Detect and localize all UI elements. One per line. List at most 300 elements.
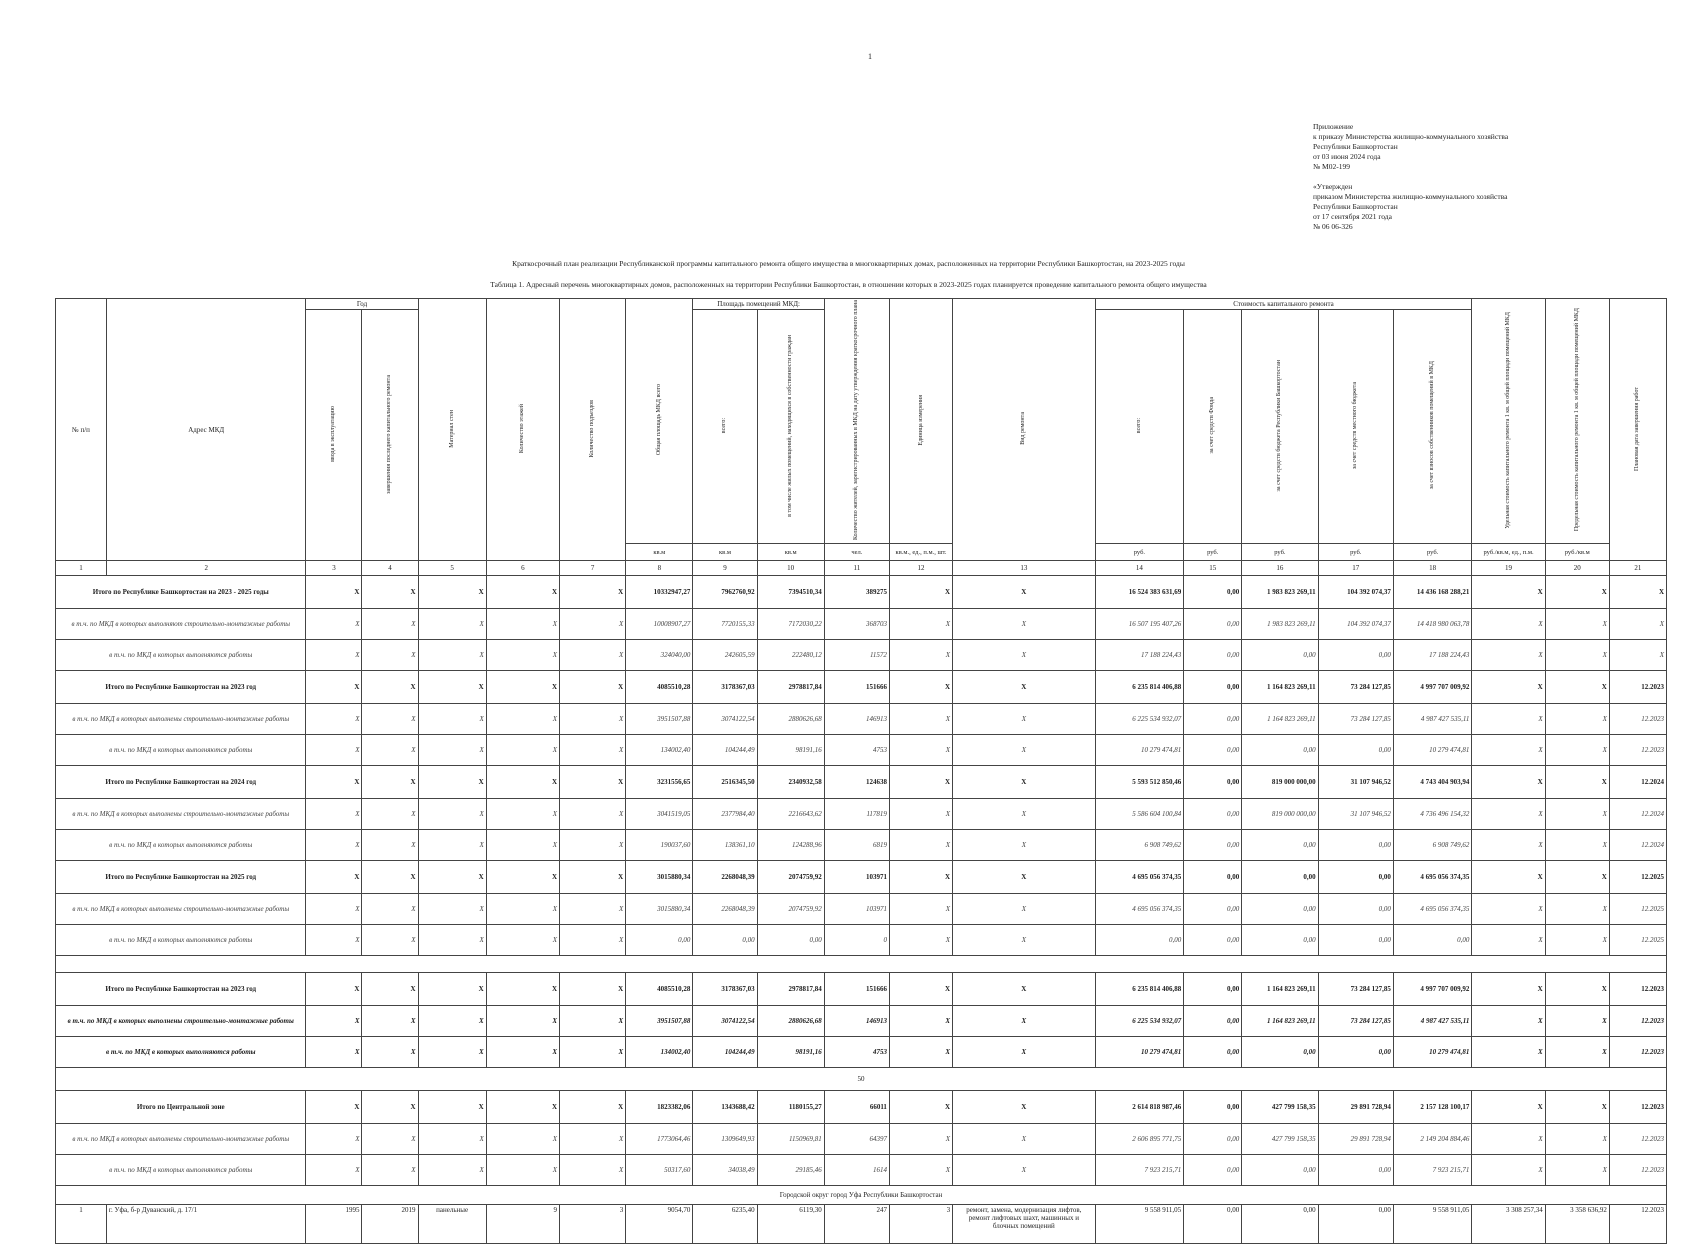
table-cell: 0,00 <box>1184 1091 1242 1124</box>
table-cell: X <box>362 1006 418 1037</box>
table-cell: 2377984,40 <box>693 799 757 830</box>
table-cell: X <box>306 861 362 894</box>
table-cell: X <box>1472 1155 1545 1186</box>
table-cell: 12.2023 <box>1609 1155 1666 1186</box>
table-cell: 104244,49 <box>693 1037 757 1068</box>
table-cell: 10 279 474,81 <box>1393 1037 1471 1068</box>
table-cell: X <box>418 704 486 735</box>
table-cell: 3951507,88 <box>626 1006 693 1037</box>
table-cell: X <box>889 925 952 956</box>
table-cell: в т.ч. по МКД в которых выполнены строительно-монтажные работы <box>56 704 306 735</box>
table-cell: X <box>486 1037 559 1068</box>
table-cell: X <box>889 1091 952 1124</box>
table-cell: X <box>306 640 362 671</box>
table-cell: X <box>560 576 626 609</box>
table-cell: X <box>418 640 486 671</box>
table-cell: 12.2025 <box>1609 861 1666 894</box>
table-cell: X <box>1472 973 1545 1006</box>
column-number: 21 <box>1609 561 1666 576</box>
table-cell: Итого по Республике Башкортостан на 2024 год <box>56 766 306 799</box>
table-cell: 6 225 534 932,07 <box>1095 704 1184 735</box>
table-cell: 247 <box>824 1205 889 1244</box>
column-number: 20 <box>1545 561 1609 576</box>
table-cell: 2340932,58 <box>757 766 824 799</box>
table-cell: 4 695 056 374,35 <box>1393 894 1471 925</box>
appendix-line: от 17 сентября 2021 года <box>1313 212 1392 221</box>
table-cell: 3041519,05 <box>626 799 693 830</box>
unit-cell: руб. <box>1393 544 1471 561</box>
unit-cell: кв.м., ед., п.м., шт. <box>889 544 952 561</box>
table-cell: Итого по Республике Башкортостан на 2023 год <box>56 671 306 704</box>
table-cell: X <box>560 799 626 830</box>
table-cell: Итого по Республике Башкортостан на 2023 - 2025 годы <box>56 576 306 609</box>
table-cell: X <box>1472 799 1545 830</box>
table-cell: в т.ч. по МКД в которых выполняют строительно-монтажные работы <box>56 609 306 640</box>
table-cell: 34038,49 <box>693 1155 757 1186</box>
table-cell: X <box>1545 609 1609 640</box>
column-number: 17 <box>1318 561 1393 576</box>
table-cell: 17 188 224,43 <box>1095 640 1184 671</box>
table-cell: X <box>1472 1124 1545 1155</box>
table-cell: X <box>418 1091 486 1124</box>
summary-row <box>56 1124 1667 1155</box>
table-cell: 4753 <box>824 735 889 766</box>
table-cell: 12.2023 <box>1609 1205 1666 1244</box>
table-cell: 0,00 <box>1318 925 1393 956</box>
table-cell: 50317,60 <box>626 1155 693 1186</box>
table-cell: 0,00 <box>1242 1155 1318 1186</box>
table-cell: 190037,60 <box>626 830 693 861</box>
table-title: Таблица 1. Адресный перечень многоквартирных домов, расположенных на территории Республики Башкортостан, в отношении которых в 2023-2025 годах планируется проведение капитального ремонта общего имущества <box>490 280 1207 289</box>
table-cell: 0,00 <box>757 925 824 956</box>
table-cell: 0,00 <box>1318 1155 1393 1186</box>
table-cell: X <box>889 894 952 925</box>
table-cell: 0,00 <box>1184 1124 1242 1155</box>
table-cell: 3178367,03 <box>693 671 757 704</box>
table-cell: X <box>889 640 952 671</box>
table-cell: в т.ч. по МКД в которых выполнены строительно-монтажные работы <box>56 799 306 830</box>
table-cell: 0,00 <box>1184 861 1242 894</box>
table-cell: X <box>953 894 1096 925</box>
table-cell: X <box>953 925 1096 956</box>
table-cell: 31 107 946,52 <box>1318 799 1393 830</box>
column-number: 2 <box>106 561 306 576</box>
table-cell: X <box>362 973 418 1006</box>
table-cell: в т.ч. по МКД в которых выполняются работы <box>56 830 306 861</box>
table-cell: 146913 <box>824 704 889 735</box>
table-cell: 1614 <box>824 1155 889 1186</box>
table-cell: 6 908 749,62 <box>1393 830 1471 861</box>
table-cell: X <box>306 766 362 799</box>
table-cell: X <box>1545 704 1609 735</box>
summary-row <box>56 576 1667 609</box>
header-cost-owners: за счет взносов собственников помещений в МКД <box>1393 310 1471 544</box>
table-cell: X <box>362 830 418 861</box>
table-cell: X <box>418 1006 486 1037</box>
table-cell: 0,00 <box>1184 1205 1242 1244</box>
table-cell: X <box>418 830 486 861</box>
table-cell: 0,00 <box>1184 735 1242 766</box>
header-max-cost: Предельная стоимость капитального ремонта 1 кв. м общей площади помещений МКД <box>1545 299 1609 544</box>
header-year-commission: ввода в эксплуатацию <box>306 310 362 561</box>
table-cell: 12.2023 <box>1609 1006 1666 1037</box>
unit-cell: руб. <box>1184 544 1242 561</box>
table-cell: 0,00 <box>1318 894 1393 925</box>
header-unit-measure: Единица измерения <box>889 299 952 544</box>
table-cell: X <box>1472 576 1545 609</box>
table-cell: в т.ч. по МКД в которых выполняются работы <box>56 1155 306 1186</box>
table-cell: X <box>953 830 1096 861</box>
table-cell: X <box>1545 1155 1609 1186</box>
table-cell: X <box>889 1124 952 1155</box>
summary-row <box>56 671 1667 704</box>
summary-row <box>56 894 1667 925</box>
summary-row <box>56 1155 1667 1186</box>
table-cell: X <box>1472 830 1545 861</box>
table-cell: X <box>418 609 486 640</box>
column-number: 5 <box>418 561 486 576</box>
table-cell: 0,00 <box>1184 766 1242 799</box>
table-cell: 3 <box>889 1205 952 1244</box>
table-cell: X <box>306 925 362 956</box>
table-cell: 7962760,92 <box>693 576 757 609</box>
unit-cell: руб./кв.м, ед., п.м. <box>1472 544 1545 561</box>
table-cell: ремонт, замена, модернизация лифтов, ремонт лифтовых шахт, машинных и блочных помещений <box>953 1205 1096 1244</box>
column-number: 15 <box>1184 561 1242 576</box>
table-cell: 3015880,34 <box>626 861 693 894</box>
table-cell: X <box>306 830 362 861</box>
header-repair-type: Вид ремонта <box>953 299 1096 561</box>
table-cell: 66011 <box>824 1091 889 1124</box>
table-cell: 0,00 <box>1184 830 1242 861</box>
table-cell: X <box>1472 894 1545 925</box>
table-cell: 12.2024 <box>1609 766 1666 799</box>
table-cell: X <box>889 609 952 640</box>
table-cell: 0,00 <box>693 925 757 956</box>
table-cell: X <box>889 671 952 704</box>
table-cell: X <box>486 735 559 766</box>
table-cell: X <box>1472 735 1545 766</box>
table-cell: X <box>953 1006 1096 1037</box>
summary-row <box>56 766 1667 799</box>
table-cell: X <box>1545 766 1609 799</box>
table-cell: X <box>362 576 418 609</box>
table-cell: X <box>560 1037 626 1068</box>
table-cell: 6235,40 <box>693 1205 757 1244</box>
unit-cell: кв.м <box>693 544 757 561</box>
table-cell: X <box>418 973 486 1006</box>
table-cell: 73 284 127,85 <box>1318 1006 1393 1037</box>
table-cell: X <box>889 735 952 766</box>
column-number: 8 <box>626 561 693 576</box>
table-cell: 3 358 636,92 <box>1545 1205 1609 1244</box>
table-cell: X <box>362 1124 418 1155</box>
table-cell: 6 225 534 932,07 <box>1095 1006 1184 1037</box>
table-cell: X <box>953 1091 1096 1124</box>
table-cell: X <box>486 861 559 894</box>
table-cell: 10 279 474,81 <box>1095 1037 1184 1068</box>
table-cell: 3178367,03 <box>693 973 757 1006</box>
table-cell: 0,00 <box>1184 799 1242 830</box>
column-number: 1 <box>56 561 107 576</box>
column-number: 4 <box>362 561 418 576</box>
page-number: 1 <box>868 52 872 61</box>
header-planned-date: Плановая дата завершения работ <box>1609 299 1666 561</box>
table-cell: 0,00 <box>1242 925 1318 956</box>
table-cell: X <box>418 1124 486 1155</box>
table-cell: X <box>1472 861 1545 894</box>
table-cell: X <box>1545 671 1609 704</box>
table-cell: 0,00 <box>1184 576 1242 609</box>
table-cell: 134002,40 <box>626 1037 693 1068</box>
table-cell: 0,00 <box>1393 925 1471 956</box>
table-cell: 0,00 <box>1184 640 1242 671</box>
unit-cell: кв.м <box>626 544 693 561</box>
header-total-area: Общая площадь МКД всего <box>626 299 693 544</box>
table-cell: в т.ч. по МКД в которых выполняются работы <box>56 1037 306 1068</box>
table-cell: X <box>1545 830 1609 861</box>
table-cell: 50 <box>56 1068 1667 1091</box>
table-cell: 2074759,92 <box>757 861 824 894</box>
table-cell: 10332947,27 <box>626 576 693 609</box>
table-cell: X <box>306 973 362 1006</box>
table-cell: в т.ч. по МКД в которых выполняются работы <box>56 735 306 766</box>
summary-row <box>56 861 1667 894</box>
column-number: 11 <box>824 561 889 576</box>
table-cell: 3015880,34 <box>626 894 693 925</box>
column-number: 12 <box>889 561 952 576</box>
summary-row <box>56 925 1667 956</box>
header-cost-group: Стоимость капитального ремонта <box>1095 299 1472 310</box>
table-cell: 12.2023 <box>1609 1091 1666 1124</box>
header-cost-budget-rb: за счет средств бюджета Республики Башкортостан <box>1242 310 1318 544</box>
table-cell: X <box>418 671 486 704</box>
unit-cell: кв.м <box>757 544 824 561</box>
table-cell: X <box>953 766 1096 799</box>
table-cell: 1 983 823 269,11 <box>1242 609 1318 640</box>
appendix-line: приказом Министерства жилищно-коммунального хозяйства <box>1313 192 1508 201</box>
table-cell: X <box>560 704 626 735</box>
table-cell: X <box>560 1091 626 1124</box>
unit-cell: руб./кв.м <box>1545 544 1609 561</box>
table-cell: 7394510,34 <box>757 576 824 609</box>
table-cell: панельные <box>418 1205 486 1244</box>
table-cell: 4 997 707 009,92 <box>1393 671 1471 704</box>
table-cell: в т.ч. по МКД в которых выполнены строительно-монтажные работы <box>56 894 306 925</box>
table-cell: 6 908 749,62 <box>1095 830 1184 861</box>
table-cell: X <box>306 1091 362 1124</box>
table-cell: 0,00 <box>1242 735 1318 766</box>
table-cell: в т.ч. по МКД в которых выполняются работы <box>56 925 306 956</box>
table-cell: 368703 <box>824 609 889 640</box>
table-cell: X <box>306 671 362 704</box>
table-cell: 427 799 158,35 <box>1242 1124 1318 1155</box>
column-number: 18 <box>1393 561 1471 576</box>
table-cell: 2 149 204 884,46 <box>1393 1124 1471 1155</box>
table-cell: X <box>306 609 362 640</box>
table-cell: X <box>418 735 486 766</box>
table-cell: 3 308 257,34 <box>1472 1205 1545 1244</box>
table-cell: 2880626,68 <box>757 1006 824 1037</box>
table-cell: 12.2023 <box>1609 671 1666 704</box>
table-cell: 2019 <box>362 1205 418 1244</box>
unit-cell: руб. <box>1318 544 1393 561</box>
table-cell: X <box>1472 640 1545 671</box>
table-cell: X <box>953 1037 1096 1068</box>
table-cell: 7 923 215,71 <box>1393 1155 1471 1186</box>
district-header-row <box>56 1186 1667 1205</box>
table-cell: в т.ч. по МКД в которых выполнены строительно-монтажные работы <box>56 1006 306 1037</box>
address-list-table <box>55 298 1667 1244</box>
table-cell: 0,00 <box>1318 735 1393 766</box>
table-cell: 124288,96 <box>757 830 824 861</box>
table-cell: X <box>560 830 626 861</box>
table-cell: 4085510,28 <box>626 973 693 1006</box>
table-cell: X <box>1472 1091 1545 1124</box>
table-cell: 0,00 <box>1318 861 1393 894</box>
table-cell: X <box>418 766 486 799</box>
table-cell: 1 164 823 269,11 <box>1242 1006 1318 1037</box>
table-cell: 242605,59 <box>693 640 757 671</box>
table-cell: 103971 <box>824 861 889 894</box>
table-cell: X <box>1545 894 1609 925</box>
table-cell: 151666 <box>824 973 889 1006</box>
table-cell: X <box>362 609 418 640</box>
table-cell: 1 164 823 269,11 <box>1242 671 1318 704</box>
table-cell: 12.2024 <box>1609 799 1666 830</box>
table-cell: X <box>486 576 559 609</box>
table-cell: X <box>486 671 559 704</box>
summary-row <box>56 973 1667 1006</box>
table-cell: X <box>1545 1037 1609 1068</box>
unit-cell: чел. <box>824 544 889 561</box>
summary-row <box>56 640 1667 671</box>
column-number: 16 <box>1242 561 1318 576</box>
table-cell: 4 987 427 535,11 <box>1393 704 1471 735</box>
table-cell: 151666 <box>824 671 889 704</box>
table-cell: X <box>486 1091 559 1124</box>
column-number: 9 <box>693 561 757 576</box>
table-cell: X <box>1472 704 1545 735</box>
table-cell: 10008907,27 <box>626 609 693 640</box>
table-cell: 1180155,27 <box>757 1091 824 1124</box>
table-cell: 427 799 158,35 <box>1242 1091 1318 1124</box>
table-cell: X <box>486 640 559 671</box>
table-cell: 64397 <box>824 1124 889 1155</box>
table-cell: 29 891 728,94 <box>1318 1091 1393 1124</box>
table-cell: 3074122,54 <box>693 1006 757 1037</box>
table-cell: 9 558 911,05 <box>1393 1205 1471 1244</box>
table-cell: 2978817,84 <box>757 671 824 704</box>
header-cost-fund: за счет средств Фонда <box>1184 310 1242 544</box>
table-cell: X <box>362 640 418 671</box>
table-cell: X <box>418 576 486 609</box>
table-cell: 222480,12 <box>757 640 824 671</box>
table-cell: 12.2023 <box>1609 1124 1666 1155</box>
table-cell: X <box>418 861 486 894</box>
table-cell: X <box>560 671 626 704</box>
table-cell: 2516345,50 <box>693 766 757 799</box>
table-cell: X <box>560 766 626 799</box>
table-cell: 389275 <box>824 576 889 609</box>
table-cell: 17 188 224,43 <box>1393 640 1471 671</box>
table-cell: X <box>1472 671 1545 704</box>
table-cell: 0,00 <box>1184 1037 1242 1068</box>
header-premises-group: Площадь помещений МКД: <box>693 299 824 310</box>
table-cell: X <box>953 640 1096 671</box>
table-cell: X <box>560 609 626 640</box>
table-cell: X <box>1472 1006 1545 1037</box>
table-cell: X <box>560 1124 626 1155</box>
table-cell: 104244,49 <box>693 735 757 766</box>
table-cell: X <box>362 925 418 956</box>
table-cell: Итого по Республике Башкортостан на 2025 год <box>56 861 306 894</box>
table-cell: 4085510,28 <box>626 671 693 704</box>
table-cell: X <box>889 1006 952 1037</box>
table-cell <box>56 956 1667 973</box>
column-number: 7 <box>560 561 626 576</box>
column-number: 6 <box>486 561 559 576</box>
table-cell: X <box>362 1037 418 1068</box>
table-cell: 9054,70 <box>626 1205 693 1244</box>
table-cell: X <box>889 1037 952 1068</box>
table-cell: 2074759,92 <box>757 894 824 925</box>
table-cell: X <box>306 704 362 735</box>
table-cell: 1 164 823 269,11 <box>1242 973 1318 1006</box>
table-cell: 146913 <box>824 1006 889 1037</box>
table-cell: X <box>486 894 559 925</box>
center-note-row <box>56 1068 1667 1091</box>
summary-row <box>56 609 1667 640</box>
table-cell: 29 891 728,94 <box>1318 1124 1393 1155</box>
table-cell: X <box>306 1155 362 1186</box>
header-cost-total: всего: <box>1095 310 1184 544</box>
table-cell: 5 586 604 100,84 <box>1095 799 1184 830</box>
table-cell: X <box>953 861 1096 894</box>
table-cell: X <box>953 1124 1096 1155</box>
table-cell: 73 284 127,85 <box>1318 973 1393 1006</box>
table-cell: X <box>1545 576 1609 609</box>
table-cell: X <box>418 799 486 830</box>
table-cell: 7720155,33 <box>693 609 757 640</box>
header-year-last-repair: завершения последнего капитального ремонта <box>362 310 418 561</box>
table-cell: X <box>486 766 559 799</box>
table-cell: 31 107 946,52 <box>1318 766 1393 799</box>
table-cell: 4 736 496 154,32 <box>1393 799 1471 830</box>
header-num: № п/п <box>56 299 107 561</box>
table-cell: 2268048,39 <box>693 894 757 925</box>
table-cell: 6819 <box>824 830 889 861</box>
table-cell: X <box>953 671 1096 704</box>
table-cell: 324040,00 <box>626 640 693 671</box>
table-cell: X <box>560 640 626 671</box>
header-entrances: Количество подъездов <box>560 299 626 561</box>
header-cost-local: за счет средств местного бюджета <box>1318 310 1393 544</box>
appendix-line: Республики Башкортостан <box>1313 142 1398 151</box>
table-cell: X <box>889 1155 952 1186</box>
table-cell: X <box>418 1155 486 1186</box>
table-cell: X <box>560 735 626 766</box>
column-number: 3 <box>306 561 362 576</box>
table-cell: 4 987 427 535,11 <box>1393 1006 1471 1037</box>
table-cell: X <box>1609 609 1666 640</box>
table-cell: 12.2023 <box>1609 973 1666 1006</box>
column-number: 13 <box>953 561 1096 576</box>
table-cell: X <box>953 973 1096 1006</box>
table-cell: 0,00 <box>1184 1006 1242 1037</box>
table-cell: X <box>362 1091 418 1124</box>
table-cell: 0,00 <box>1318 1205 1393 1244</box>
